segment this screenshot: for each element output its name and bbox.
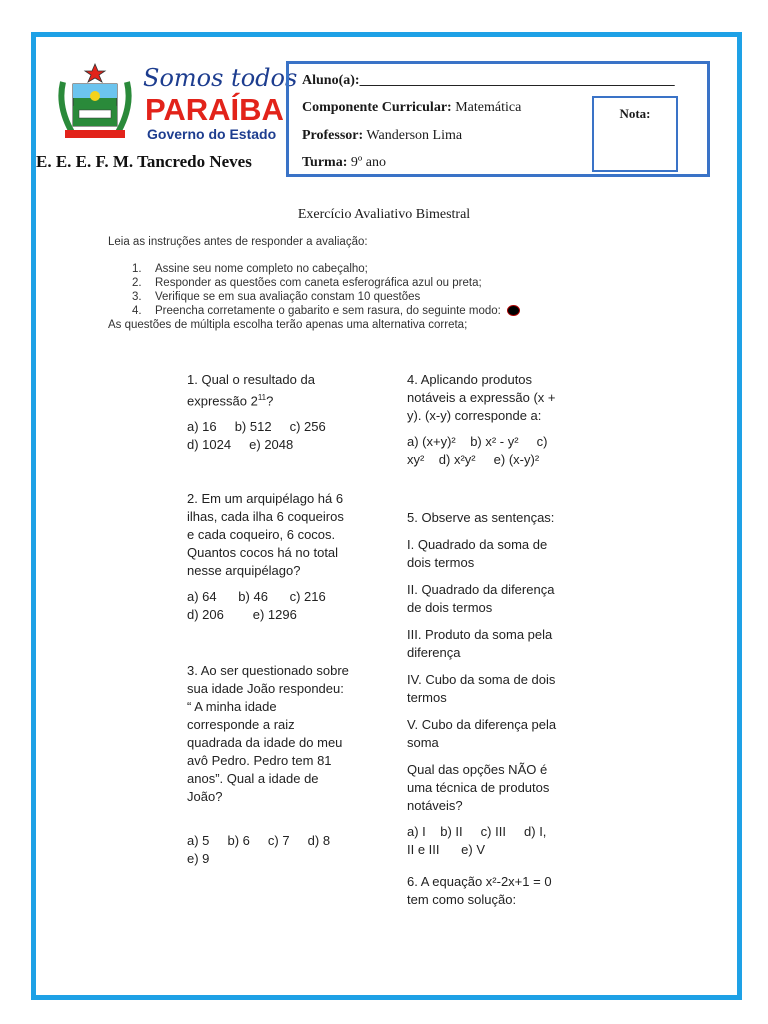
q5-sentence: V. Cubo da diferença pela soma <box>407 717 557 750</box>
componente-value: Matemática <box>455 100 522 115</box>
q3-stem-line: corresponde a raiz <box>187 717 295 732</box>
question-3 <box>187 662 372 868</box>
aluno-row <box>302 73 675 89</box>
instructions-tail: As questões de múltipla escolha terão apenas uma alternativa correta; <box>108 319 468 331</box>
turma-row <box>302 155 386 171</box>
instructions-lead: Leia as instruções antes de responder a avaliação: <box>108 236 368 248</box>
page-title: Exercício Avaliativo Bimestral <box>297 207 471 222</box>
q3-stem-line: “ A minha idade <box>187 699 277 714</box>
turma-label: Turma: <box>302 155 348 170</box>
list-item: 2. Responder as questões com caneta esferográfica azul ou preta; <box>132 277 482 289</box>
list-item: 4. Preencha corretamente o gabarito e sem rasura, do seguinte modo: <box>112 304 520 318</box>
q1-stem-line: 1. Qual o resultado da <box>187 372 315 387</box>
q5-sentence: IV. Cubo da soma de dois termos <box>407 672 556 705</box>
q2-stem-line: Quantos cocos há no total <box>187 545 339 560</box>
q1-options[interactable]: a) 16 b) 512 c) 256 <box>187 419 326 435</box>
q3-stem-line: avô Pedro. Pedro tem 81 <box>187 753 332 768</box>
q6-stem-line: 6. A equação x²-2x+1 = 0 <box>407 874 552 889</box>
student-info-box <box>286 61 710 177</box>
q5-sentence: II. Quadrado da diferença de dois termos <box>407 582 555 615</box>
q4-stem-line: 4. Aplicando produtos <box>407 372 533 387</box>
professor-row <box>302 128 462 144</box>
q4-options[interactable]: a) (x+y)² b) x² - y² c) <box>407 434 548 449</box>
question-1 <box>187 371 372 454</box>
q5-sentence: I. Quadrado da soma de dois termos <box>407 537 548 570</box>
q2-options[interactable]: a) 64 b) 46 c) 216 <box>187 589 326 604</box>
state-logo <box>55 62 298 144</box>
question-5 <box>407 509 587 859</box>
slogan-line3: Governo do Estado <box>147 126 277 142</box>
question-2 <box>187 490 372 624</box>
q6-stem-line: tem como solução: <box>407 892 517 907</box>
q3-stem-line: sua idade João respondeu: <box>187 681 344 696</box>
slogan-line2: PARAÍBA <box>145 92 284 127</box>
page-border <box>31 32 742 1000</box>
q3-stem-line: João? <box>187 789 223 804</box>
list-item: 1. Assine seu nome completo no cabeçalho; <box>132 263 368 275</box>
aluno-line[interactable]: _____________________________________________ <box>359 73 675 88</box>
list-item: 3. Verifique se em sua avaliação constam 10 questões <box>132 291 421 303</box>
q2-stem-line: 2. Em um arquipélago há 6 <box>187 491 344 506</box>
turma-value: 9º ano <box>350 155 386 170</box>
q4-options[interactable]: xy² d) x²y² e) (x-y)² <box>407 452 540 467</box>
q5-question: Qual das opções NÃO é uma técnica de produtos notáveis? <box>407 762 550 813</box>
componente-label: Componente Curricular: <box>302 100 452 115</box>
q5-sentence: III. Produto da soma pela diferença <box>407 627 553 660</box>
nota-label: Nota: <box>619 106 651 121</box>
q3-stem-line: anos”. Qual a idade de <box>187 771 319 786</box>
q2-stem-line: ilhas, cada ilha 6 coqueiros <box>187 509 344 524</box>
q4-stem-line: notáveis a expressão (x + <box>407 390 556 405</box>
school-name: E. E. E. F. M. Tancredo Neves <box>36 152 252 171</box>
slogan-line1: Somos todos <box>143 64 298 92</box>
q1-options[interactable]: d) 1024 e) 2048 <box>187 437 294 453</box>
q2-options[interactable]: d) 206 e) 1296 <box>187 607 297 622</box>
professor-value: Wanderson Lima <box>366 128 463 143</box>
q5-options[interactable]: II e III e) V <box>407 842 486 857</box>
question-4 <box>407 371 587 469</box>
componente-row <box>302 100 521 116</box>
q5-intro: 5. Observe as sentenças: <box>407 510 555 525</box>
instructions-list <box>112 262 520 318</box>
q2-stem-line: e cada coqueiro, 6 cocos. <box>187 527 336 542</box>
filled-bubble-icon <box>507 305 520 316</box>
q3-options[interactable]: e) 9 <box>187 851 210 866</box>
q1-stem-line: expressão $2^{11}$? <box>187 393 274 409</box>
q3-options[interactable]: a) 5 b) 6 c) 7 d) 8 <box>187 833 331 848</box>
q2-stem-line: nesse arquipélago? <box>187 563 301 578</box>
question-6 <box>407 873 587 909</box>
q3-stem-line: quadrada da idade do meu <box>187 735 343 750</box>
nota-box[interactable] <box>592 96 678 172</box>
professor-label: Professor: <box>302 128 364 143</box>
q3-stem-line: 3. Ao ser questionado sobre <box>187 663 349 678</box>
q5-options[interactable]: a) I b) II c) III d) I, <box>407 824 547 839</box>
q4-stem-line: y). (x-y) corresponde a: <box>407 408 542 423</box>
aluno-label: Aluno(a): <box>302 73 360 88</box>
